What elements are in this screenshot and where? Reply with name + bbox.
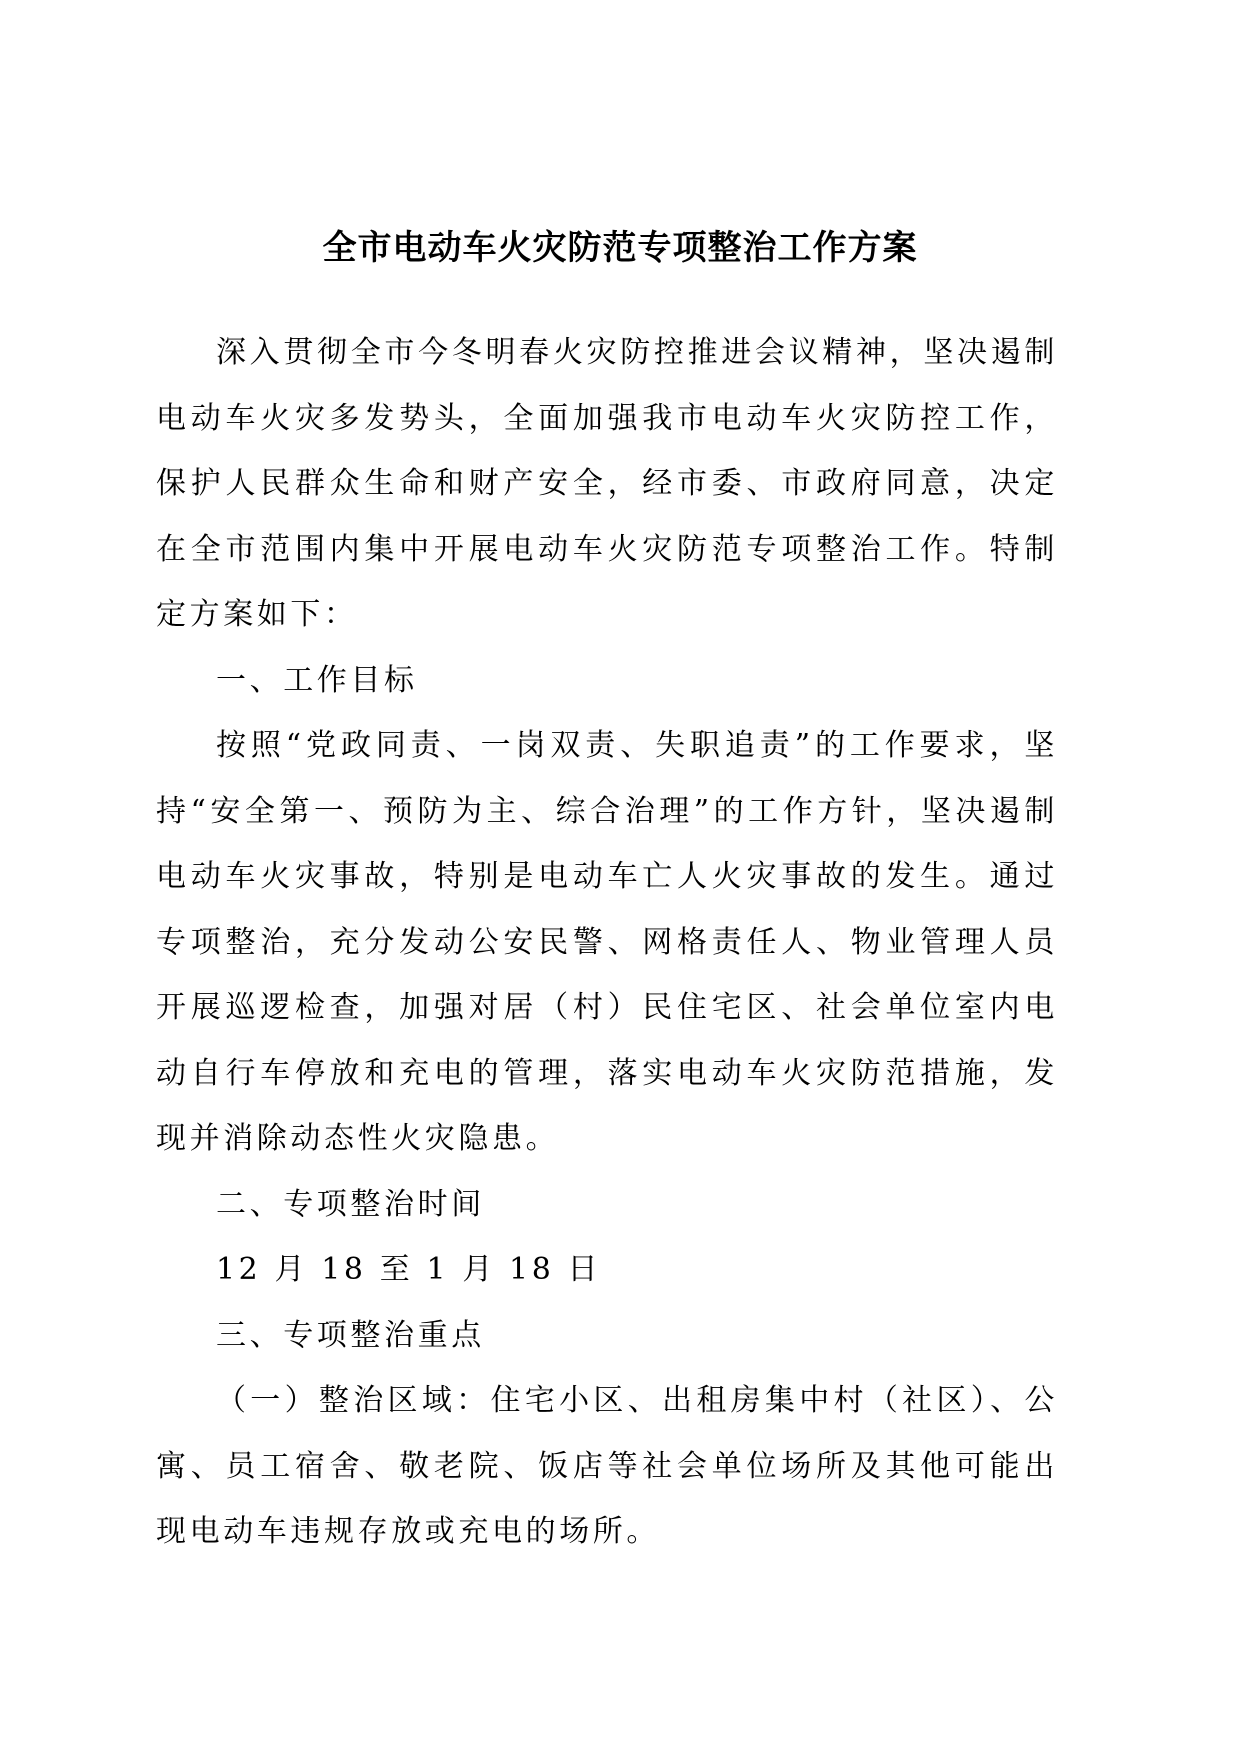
section-heading-goals: 一、工作目标: [216, 662, 418, 698]
focus-area-paragraph: （一）整治区域：住宅小区、出租房集中村（社区）、公寓、员工宿舍、敬老院、饭店等社会单位场所及其他可能出现电动车违规存放或充电的场所。: [156, 1383, 1058, 1549]
section-heading-period: 二、专项整治时间: [216, 1186, 485, 1222]
section-heading-focus: 三、专项整治重点: [216, 1317, 485, 1353]
intro-paragraph: 深入贯彻全市今冬明春火灾防控推进会议精神，坚决遏制电动车火灾多发势头，全面加强我市电动车火灾防控工作，保护人民群众生命和财产安全，经市委、市政府同意，决定在全市范围内集中开展电动车火灾防范专项整治工作。特制定方案如下：: [156, 335, 1058, 632]
period-dates: 12 月 18 至 1 月 18 日: [216, 1252, 602, 1287]
document-body: [156, 320, 1058, 1565]
goals-paragraph: 按照“党政同责、一岗双责、失职追责”的工作要求，坚持“安全第一、预防为主、综合治理”的工作方针，坚决遏制电动车火灾事故，特别是电动车亡人火灾事故的发生。通过专项整治，充分发动公安民警、网格责任人、物业管理人员开展巡逻检查，加强对居（村）民住宅区、社会单位室内电动自行车停放和充电的管理，落实电动车火灾防范措施，发现并消除动态性火灾隐患。: [156, 728, 1058, 1156]
document-title: 全市电动车火灾防范专项整治工作方案: [322, 228, 918, 268]
